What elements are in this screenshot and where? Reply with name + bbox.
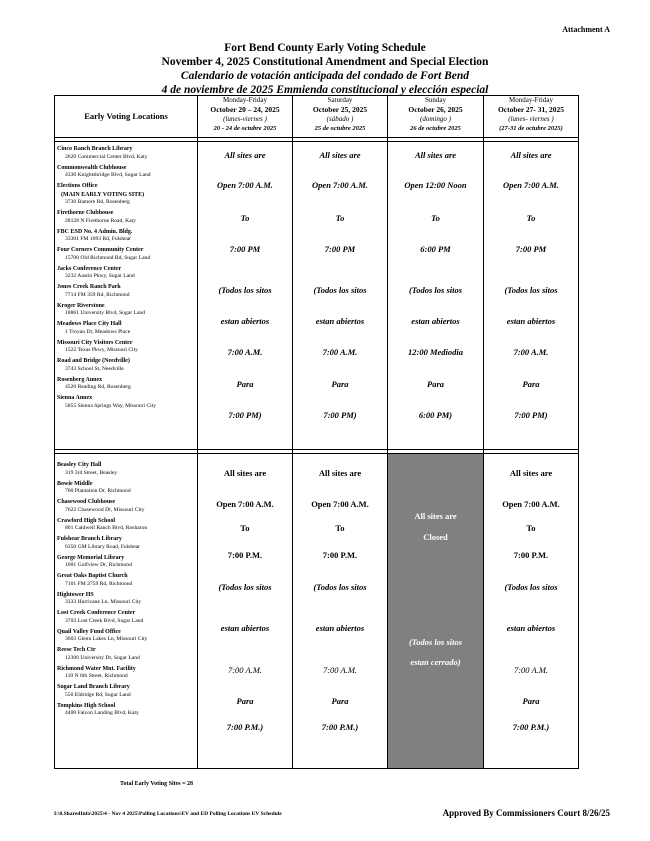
site-item: Sugar Land Branch Library 550 Eldridge Rd, Sugar Land bbox=[57, 684, 131, 698]
hours-text: All sites are bbox=[319, 150, 361, 160]
hours-text: estan abiertos bbox=[315, 623, 365, 633]
hours-text: All sites are bbox=[224, 150, 266, 160]
hours-text: Open 12:00 Noon bbox=[404, 180, 467, 190]
section-2-col-4 bbox=[484, 454, 579, 769]
header-es-day: (sábado ) bbox=[326, 115, 354, 123]
header-row bbox=[55, 96, 579, 138]
hours-text: 7:00 P.M. bbox=[513, 550, 549, 560]
hours-text: Para bbox=[522, 696, 540, 706]
site-item: Cinco Ranch Branch Library 2620 Commercial Center Blvd, Katy bbox=[57, 146, 148, 160]
hours-text: 7:00 P.M.) bbox=[512, 722, 550, 732]
hours-text: estan abiertos bbox=[506, 316, 556, 326]
hours-text: (Todos los sitos bbox=[504, 285, 558, 295]
header-dates: October 26, 2025 bbox=[408, 105, 463, 114]
file-path: I:\0.SharedInfo\2025\4 - Nov 4 2025\Polling Locations\EV and ED Polling Locations EV Schedule bbox=[54, 811, 282, 817]
header-dates: October 20 – 24, 2025 bbox=[210, 105, 280, 114]
site-item: Quail Valley Fund Office 3603 Glenn Lakes Ln, Missouri City bbox=[57, 628, 148, 642]
hours-text: (Todos los sitos bbox=[218, 582, 272, 592]
section-2-col-2 bbox=[293, 454, 388, 769]
hours-text: All sites are bbox=[509, 468, 553, 478]
site-item: Firethorne Clubhouse 28128 N Firethorne Road, Katy bbox=[57, 210, 136, 224]
site-item: Hightower HS 3333 Hurricane Ln, Missouri City bbox=[57, 591, 142, 605]
header-es-day: (domingo ) bbox=[420, 115, 451, 123]
site-item: Commonwealth Clubhouse 4330 Knightsbridge Blvd, Sugar Land bbox=[57, 164, 151, 178]
hours-text: 7:00 PM bbox=[324, 244, 356, 254]
header-es-day: (lunes-viernes ) bbox=[223, 115, 267, 123]
header-dates: October 27- 31, 2025 bbox=[497, 105, 565, 114]
locations-header: Early Voting Locations bbox=[55, 96, 198, 138]
site-item: Kroger Riverstone 18861 University Blvd, Sugar Land bbox=[57, 302, 146, 316]
site-item: Reese Tech Ctr 12300 University Dr, Sugar Land bbox=[57, 647, 140, 661]
hours-text: (Todos los sitos bbox=[313, 582, 367, 592]
hours-text: 7:00 P.M.) bbox=[321, 722, 359, 732]
header-day: Monday-Friday bbox=[509, 96, 553, 104]
hours-text: Para bbox=[331, 696, 349, 706]
hours-text: (Todos los sitos bbox=[408, 285, 463, 295]
title-line-1: Fort Bend County Early Voting Schedule bbox=[224, 42, 426, 54]
hours-text: estan abiertos bbox=[220, 623, 270, 633]
section-2-col-1 bbox=[198, 454, 293, 769]
site-item: Fulshear Branch Library 6350 GM Library Road, Fulshear bbox=[57, 536, 141, 550]
site-item: Richmond Water Mnt. Facility 110 N 8th Street, Richmond bbox=[57, 665, 136, 679]
hours-text: Open 7:00 A.M. bbox=[503, 180, 559, 190]
hours-text: 6:00 PM bbox=[420, 244, 451, 254]
hours-text: To bbox=[526, 213, 536, 223]
hours-text: To bbox=[335, 523, 345, 533]
hours-text: To bbox=[431, 213, 440, 223]
hours-text: (Todos los sitos bbox=[218, 285, 272, 295]
header-es-dates: (27-31 de octubre 2025) bbox=[499, 125, 563, 132]
hours-text: Open 7:00 A.M. bbox=[311, 499, 369, 509]
hours-text: To bbox=[335, 213, 345, 223]
hours-text: 6:00 PM) bbox=[418, 410, 453, 420]
hours-text: All sites are bbox=[510, 150, 552, 160]
site-item: Elections Office bbox=[57, 183, 98, 189]
site-item: Lost Creek Conference Center 3703 Lost Creek Blvd, Sugar Land bbox=[57, 610, 144, 624]
hours-text: 7:00 PM bbox=[515, 244, 547, 254]
column-header bbox=[293, 96, 388, 138]
header-es-day: (lunes- viernes ) bbox=[508, 115, 554, 123]
header-es-dates: 25 de octubre 2025 bbox=[314, 125, 366, 132]
site-item: Jones Creek Ranch Park 7714 FM 359 Rd, Richmond bbox=[57, 284, 130, 298]
hours-text: To bbox=[240, 213, 250, 223]
site-item: Jacks Conference Center 3232 Austin Pkwy, Sugar Land bbox=[57, 265, 135, 279]
site-item: Rosenberg Annex 4520 Reading Rd, Rosenberg bbox=[57, 376, 131, 390]
site-item: (MAIN EARLY VOTING SITE) 3730 Bamore Rd, Rosenberg bbox=[61, 191, 145, 205]
site-item: Crawford High School 801 Caldwell Ranch Blvd, Rosharon bbox=[57, 517, 148, 531]
hours-text: 7:00 P.M.) bbox=[226, 722, 264, 732]
hours-text: 7:00 A.M. bbox=[227, 347, 263, 357]
schedule-table bbox=[54, 95, 579, 769]
site-item: Meadows Place City Hall 1 Troyan Dr, Meadows Place bbox=[57, 321, 131, 335]
hours-text: All sites are bbox=[223, 468, 267, 478]
hours-text: 7:00 A.M. bbox=[322, 665, 358, 675]
site-item: Chasewood Clubhouse 7622 Chasewood Dr, Missouri City bbox=[57, 499, 145, 513]
hours-text: estan abiertos bbox=[506, 623, 556, 633]
hours-text: estan abiertos bbox=[220, 316, 270, 326]
section-1-col-1 bbox=[198, 142, 293, 450]
section-1-col-3 bbox=[388, 142, 484, 450]
header-day: Sunday bbox=[425, 96, 446, 104]
hours-text: (Todos los sitos bbox=[313, 285, 367, 295]
header-day: Saturday bbox=[327, 96, 353, 104]
site-item: Tompkins High School 4400 Falcon Landing Blvd, Katy bbox=[57, 702, 139, 716]
hours-text: 7:00 A.M. bbox=[513, 665, 549, 675]
section-1-col-2 bbox=[293, 142, 388, 450]
header-day: Monday-Friday bbox=[223, 96, 267, 104]
hours-text: 7:00 PM) bbox=[514, 410, 548, 420]
hours-text: Open 7:00 A.M. bbox=[502, 499, 560, 509]
section-2-row bbox=[55, 454, 579, 769]
column-header bbox=[388, 96, 484, 138]
hours-text: To bbox=[240, 523, 250, 533]
header-dates: October 25, 2025 bbox=[312, 105, 368, 114]
hours-text: estan abiertos bbox=[315, 316, 365, 326]
header-es-dates: 26 de octubre 2025 bbox=[410, 125, 461, 132]
hours-text: 7:00 P.M. bbox=[322, 550, 358, 560]
hours-text: To bbox=[526, 523, 536, 533]
approval-note: Approved By Commissioners Court 8/26/25 bbox=[442, 808, 610, 818]
header-es-dates: 20 - 24 de octubre 2025 bbox=[213, 125, 277, 132]
site-item: Beasley City Hall 319 3rd Street, Beasley bbox=[57, 462, 118, 476]
hours-text: Para bbox=[236, 696, 254, 706]
hours-text: (Todos los sitos bbox=[504, 582, 558, 592]
site-item: Sienna Annex 5855 Sienna Springs Way, Missouri City bbox=[57, 395, 157, 409]
column-header bbox=[484, 96, 579, 138]
hours-text: 7:00 PM) bbox=[228, 410, 262, 420]
hours-text: Para bbox=[522, 379, 540, 389]
closed-text: (Todos los sitos bbox=[408, 637, 463, 647]
hours-text: 7:00 A.M. bbox=[227, 665, 263, 675]
hours-text: Para bbox=[427, 379, 444, 389]
hours-text: estan abiertos bbox=[411, 316, 460, 326]
document-titles bbox=[0, 41, 650, 97]
total-sites: Total Early Voting Sites = 28 bbox=[120, 781, 194, 787]
hours-text: Open 7:00 A.M. bbox=[217, 180, 273, 190]
site-item: Missouri City Visitors Center 1522 Texas Pkwy, Missouri City bbox=[57, 339, 138, 353]
title-line-4: 4 de noviembre de 2025 Emmienda constitucional y elección especial bbox=[161, 84, 489, 96]
attachment-label: Attachment A bbox=[562, 25, 610, 34]
section-2-locations bbox=[55, 454, 198, 769]
site-item: George Memorial Library 1001 Golfview Dr, Richmond bbox=[57, 554, 132, 568]
hours-text: 7:00 PM bbox=[229, 244, 261, 254]
hours-text: 7:00 A.M. bbox=[322, 347, 358, 357]
title-line-2: November 4, 2025 Constitutional Amendment and Special Election bbox=[161, 56, 489, 68]
site-item: Bowie Middle 700 Plantation Dr, Richmond bbox=[57, 480, 131, 494]
title-line-3: Calendario de votación anticipada del condado de Fort Bend bbox=[180, 70, 470, 82]
hours-text: Para bbox=[331, 379, 349, 389]
hours-text: All sites are bbox=[414, 150, 457, 160]
hours-text: 7:00 A.M. bbox=[513, 347, 549, 357]
section-2-col-3-closed bbox=[388, 454, 484, 769]
hours-text: 7:00 P.M. bbox=[227, 550, 263, 560]
hours-text: Para bbox=[236, 379, 254, 389]
section-1-locations bbox=[55, 142, 198, 450]
hours-text: Open 7:00 A.M. bbox=[312, 180, 368, 190]
hours-text: 12:00 Mediodia bbox=[407, 347, 463, 357]
closed-text: estan cerrado) bbox=[410, 657, 461, 667]
section-1-col-4 bbox=[484, 142, 579, 450]
section-1-row bbox=[55, 142, 579, 450]
hours-text: Open 7:00 A.M. bbox=[216, 499, 274, 509]
column-header bbox=[198, 96, 293, 138]
site-item: Four Corners Community Center 15700 Old Richmond Rd, Sugar Land bbox=[57, 247, 151, 261]
hours-text: All sites are bbox=[318, 468, 362, 478]
site-item: FBC ESD No. 4 Admin. Bldg. 33301 FM 1093 Rd, Fulshear bbox=[57, 228, 133, 242]
hours-text: 7:00 PM) bbox=[323, 410, 357, 420]
site-item: Great Oaks Baptist Church 7101 FM 2759 Rd, Richmond bbox=[57, 573, 133, 587]
closed-text: Closed bbox=[423, 532, 448, 542]
site-item: Road and Bridge (Needville) 3743 School St, Needville bbox=[57, 358, 130, 372]
closed-text: All sites are bbox=[414, 511, 457, 521]
